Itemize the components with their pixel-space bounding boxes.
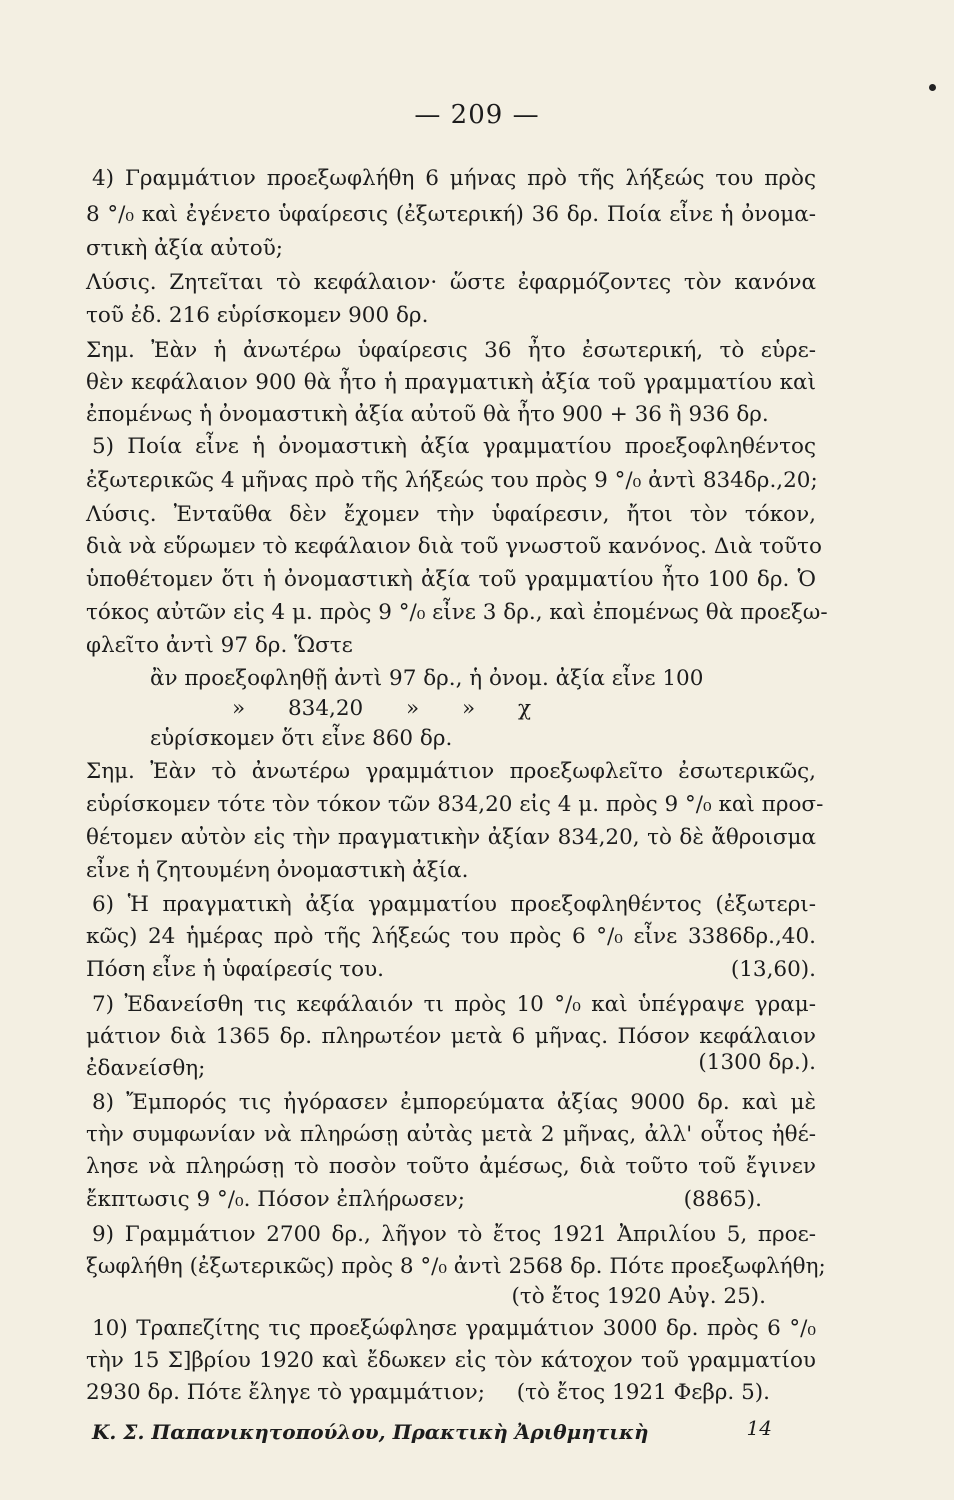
answer-q9: (τὸ ἔτος 1920 Αὐγ. 25).	[511, 1284, 766, 1309]
text-line: ξωφλήθη (ἐξωτερικῶς) πρὸς 8 °/₀ ἀντὶ 2568 δρ. Πότε προεξωφλήθη;	[86, 1254, 826, 1279]
text-line: μάτιον διὰ 1365 δρ. πληρωτέον μετὰ 6 μῆνας. Πόσον κεφάλαιον	[86, 1024, 816, 1049]
text-line: κῶς) 24 ἡμέρας πρὸ τῆς λήξεώς του πρὸς 6 °/₀ εἶνε 3386δρ.,40.	[86, 924, 816, 949]
text-line: ὑποθέτομεν ὅτι ἡ ὀνομαστικὴ ἀξία τοῦ γραμματίου ἦτο 100 δρ. Ὁ	[86, 567, 816, 592]
text-line: τὴν συμφωνίαν νὰ πληρώσῃ αὐτὰς μετὰ 2 μῆνας, ἀλλ' οὗτος ἠθέ-	[86, 1122, 816, 1147]
text-line: λησε νὰ πληρώσῃ τὸ ποσὸν τοῦτο ἀμέσως, διὰ τοῦτο τοῦ ἔγινεν	[86, 1154, 816, 1179]
text-line: τὴν 15 Σ]βρίου 1920 καὶ ἔδωκεν εἰς τὸν κάτοχον τοῦ γραμματίου	[86, 1348, 816, 1373]
text-line: Πόση εἶνε ἡ ὑφαίρεσίς του.	[86, 957, 384, 982]
text-line: τόκος αὐτῶν εἰς 4 μ. πρὸς 9 °/₀ εἶνε 3 δρ., καὶ ἐπομένως θὰ προεξω-	[86, 600, 828, 625]
text-line: 9) Γραμμάτιον 2700 δρ., λῆγον τὸ ἔτος 1921 Ἀπριλίου 5, προε-	[92, 1222, 816, 1247]
text-line: 2930 δρ. Πότε ἔληγε τὸ γραμμάτιον;	[86, 1380, 485, 1405]
text-line: στικὴ ἀξία αὐτοῦ;	[86, 236, 284, 261]
proportion-line: » 834,20 » » χ	[232, 696, 532, 721]
text-line: θὲν κεφάλαιον 900 θὰ ἦτο ἡ πραγματικὴ ἀξία τοῦ γραμματίου καὶ	[86, 370, 816, 395]
text-line: εἶνε ἡ ζητουμένη ὀνομαστικὴ ἀξία.	[86, 858, 469, 883]
text-line: 7) Ἐδανείσθη τις κεφάλαιόν τι πρὸς 10 °/₀ καὶ ὑπέγραψε γραμ-	[92, 992, 816, 1017]
proportion-line: ἂν προεξοφληθῇ ἀντὶ 97 δρ., ἡ ὀνομ. ἀξία εἶνε 100	[150, 666, 704, 691]
text-line: ἐξωτερικῶς 4 μῆνας πρὸ τῆς λήξεώς του πρὸς 9 °/₀ ἀντὶ 834δρ.,20;	[86, 468, 818, 493]
text-line: φλεῖτο ἀντὶ 97 δρ. Ὥστε	[86, 633, 353, 658]
text-line: 10) Τραπεζίτης τις προεξώφλησε γραμμάτιον 3000 δρ. πρὸς 6 °/₀	[92, 1316, 816, 1341]
signature-number: 14	[746, 1416, 772, 1440]
text-line: Λύσις. Ἐνταῦθα δὲν ἔχομεν τὴν ὑφαίρεσιν, ἤτοι τὸν τόκον,	[86, 502, 816, 527]
answer-q8: (8865).	[683, 1187, 762, 1212]
text-line: 6) Ἡ πραγματικὴ ἀξία γραμματίου προεξοφληθέντος (ἐξωτερι-	[92, 892, 816, 917]
text-line: εὑρίσκομεν τότε τὸν τόκον τῶν 834,20 εἰς 4 μ. πρὸς 9 °/₀ καὶ προσ-	[86, 792, 824, 817]
answer-q7: (1300 δρ.).	[698, 1050, 816, 1075]
text-line: τοῦ ἐδ. 216 εὑρίσκομεν 900 δρ.	[86, 303, 429, 328]
text-line: 8 °/₀ καὶ ἐγένετο ὑφαίρεσις (ἐξωτερική) 36 δρ. Ποία εἶνε ἡ ὀνομα-	[86, 202, 816, 227]
footer	[92, 1416, 772, 1444]
text-line: Σημ. Ἐὰν τὸ ἀνωτέρω γραμμάτιον προεξωφλεῖτο ἐσωτερικῶς,	[86, 759, 816, 784]
text-line: ἐπομένως ἡ ὀνομαστικὴ ἀξία αὐτοῦ θὰ ἦτο 900 + 36 ἢ 936 δρ.	[86, 402, 769, 427]
footer-title: Κ. Σ. Παπανικητοπούλου, Πρακτικὴ Ἀριθμητικὴ	[92, 1420, 649, 1444]
text-line: ἔκπτωσις 9 °/₀. Πόσον ἐπλήρωσεν;	[86, 1187, 466, 1212]
text-line: 8) Ἔμπορός τις ἠγόρασεν ἐμπορεύματα ἀξίας 9000 δρ. καὶ μὲ	[92, 1090, 816, 1115]
text-line: Λύσις. Ζητεῖται τὸ κεφάλαιον· ὥστε ἐφαρμόζοντες τὸν κανόνα	[86, 270, 816, 295]
text-line: εὑρίσκομεν ὅτι εἶνε 860 δρ.	[150, 726, 453, 751]
ink-dot	[929, 84, 936, 91]
text-line: 5) Ποία εἶνε ἡ ὀνομαστικὴ ἀξία γραμματίου προεξοφληθέντος	[92, 434, 816, 459]
answer-q6: (13,60).	[730, 957, 816, 982]
text-line: διὰ νὰ εὕρωμεν τὸ κεφάλαιον διὰ τοῦ γνωστοῦ κανόνος. Διὰ τοῦτο	[86, 534, 822, 559]
text-line: 4) Γραμμάτιον προεξωφλήθη 6 μήνας πρὸ τῆς λήξεώς του πρὸς	[92, 166, 816, 191]
page-number: — 209 —	[414, 100, 540, 130]
text-line: Σημ. Ἐὰν ἡ ἀνωτέρω ὑφαίρεσις 36 ἦτο ἐσωτερική, τὸ εὑρε-	[86, 338, 816, 363]
answer-q10: (τὸ ἔτος 1921 Φεβρ. 5).	[516, 1380, 770, 1405]
text-line: θέτομεν αὐτὸν εἰς τὴν πραγματικὴν ἀξίαν 834,20, τὸ δὲ ἄθροισμα	[86, 825, 816, 850]
text-line: ἐδανείσθη;	[86, 1056, 206, 1081]
